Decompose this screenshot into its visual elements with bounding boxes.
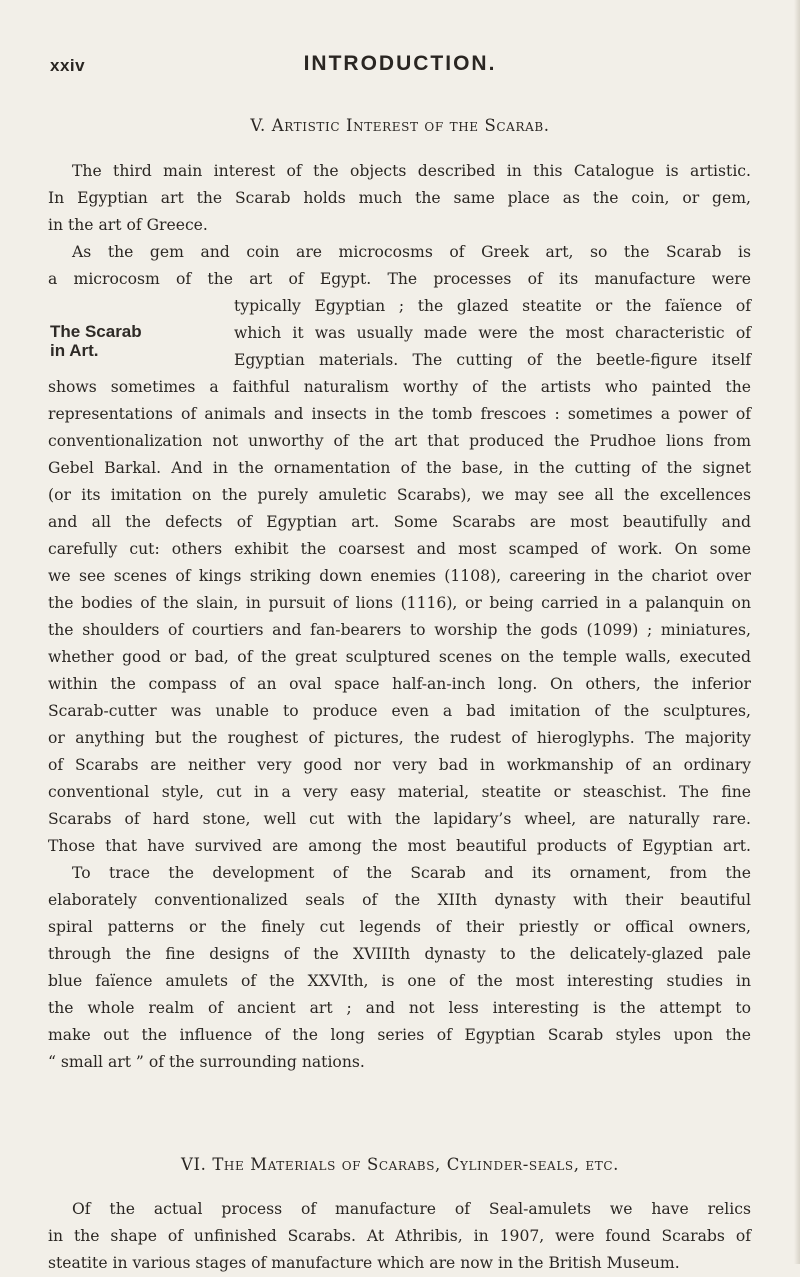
text-line: and all the defects of Egyptian art. Some Scarabs are most beautifully and — [48, 513, 751, 531]
section-5-paragraphs-a — [48, 158, 751, 293]
running-title: INTRODUCTION. — [303, 52, 497, 75]
text-line: carefully cut: others exhibit the coarsest and most scamped of work. On some — [48, 540, 751, 558]
text-line: we see scenes of kings striking down enemies (1108), careering in the chariot over — [48, 567, 751, 585]
text-line: a microcosm of the art of Egypt. The processes of its manufacture were — [48, 270, 751, 288]
text-line: conventionalization not unworthy of the art that produced the Prudhoe lions from — [48, 432, 751, 450]
text-line: (or its imitation on the purely amuletic Scarabs), we may see all the excellences — [48, 486, 751, 504]
text-line: typically Egyptian ; the glazed steatite or the faïence of — [234, 297, 751, 315]
text-line: Scarab-cutter was unable to produce even a bad imitation of the sculptures, — [48, 702, 751, 720]
text-line: conventional style, cut in a very easy material, steatite or steaschist. The fine — [48, 783, 751, 801]
page-number: xxiv — [50, 56, 86, 75]
text-line: through the fine designs of the XVIIIth dynasty to the delicately-glazed pale — [48, 945, 751, 963]
text-line: whether good or bad, of the great sculptured scenes on the temple walls, executed — [48, 648, 751, 666]
text-line: Those that have survived are among the most beautiful products of Egyptian art. — [48, 837, 751, 855]
text-line: To trace the development of the Scarab and its ornament, from the — [72, 864, 751, 882]
section-5-title: V. Artistic Interest of the Scarab. — [250, 116, 550, 135]
sidenote-line: in Art. — [50, 341, 99, 360]
text-line: the whole realm of ancient art ; and not less interesting is the attempt to — [48, 999, 751, 1017]
section-6-title: VI. The Materials of Scarabs, Cylinder-seals, etc. — [181, 1155, 619, 1174]
text-line: the bodies of the slain, in pursuit of lions (1116), or being carried in a palanquin on — [48, 594, 751, 612]
text-line: which it was usually made were the most characteristic of — [234, 324, 751, 342]
section-6-paragraph — [48, 1196, 751, 1277]
page-header — [50, 52, 750, 82]
margin-sidenote — [50, 322, 142, 360]
text-line: As the gem and coin are microcosms of Greek art, so the Scarab is — [72, 243, 751, 261]
text-line: shows sometimes a faithful naturalism worthy of the artists who painted the — [48, 378, 751, 396]
section-5-indented-lines — [234, 293, 751, 374]
text-line: of Scarabs are neither very good nor very bad in workmanship of an ordinary — [48, 756, 751, 774]
text-line: within the compass of an oval space half-an-inch long. On others, the inferior — [48, 675, 751, 693]
page-edge-shadow — [794, 0, 800, 1264]
text-line: in the shape of unfinished Scarabs. At Athribis, in 1907, were found Scarabs of — [48, 1227, 751, 1245]
text-line: Of the actual process of manufacture of Seal-amulets we have relics — [72, 1200, 751, 1218]
text-line: Gebel Barkal. And in the ornamentation of the base, in the cutting of the signet — [48, 459, 751, 477]
text-line: in the art of Greece. — [48, 216, 208, 234]
text-line: make out the influence of the long series of Egyptian Scarab styles upon the — [48, 1026, 751, 1044]
text-line: In Egyptian art the Scarab holds much the same place as the coin, or gem, — [48, 189, 751, 207]
text-line: blue faïence amulets of the XXVIth, is one of the most interesting studies in — [48, 972, 751, 990]
text-line: spiral patterns or the finely cut legends of their priestly or offical owners, — [48, 918, 751, 936]
text-line: “ small art ” of the surrounding nations. — [48, 1053, 365, 1071]
text-line: the shoulders of courtiers and fan-bearers to worship the gods (1099) ; miniatures, — [48, 621, 751, 639]
text-line: elaborately conventionalized seals of the XIIth dynasty with their beautiful — [48, 891, 751, 909]
text-line: The third main interest of the objects described in this Catalogue is artistic. — [72, 162, 751, 180]
text-line: or anything but the roughest of pictures, the rudest of hieroglyphs. The majority — [48, 729, 751, 747]
text-line: representations of animals and insects in the tomb frescoes : sometimes a power of — [48, 405, 751, 423]
text-line: steatite in various stages of manufacture which are now in the British Museum. — [48, 1254, 680, 1272]
section-5-paragraphs-c — [48, 374, 751, 1076]
text-line: Scarabs of hard stone, well cut with the lapidary’s wheel, are naturally rare. — [48, 810, 751, 828]
text-line: Egyptian materials. The cutting of the beetle-figure itself — [234, 351, 751, 369]
sidenote-line: The Scarab — [50, 322, 142, 341]
